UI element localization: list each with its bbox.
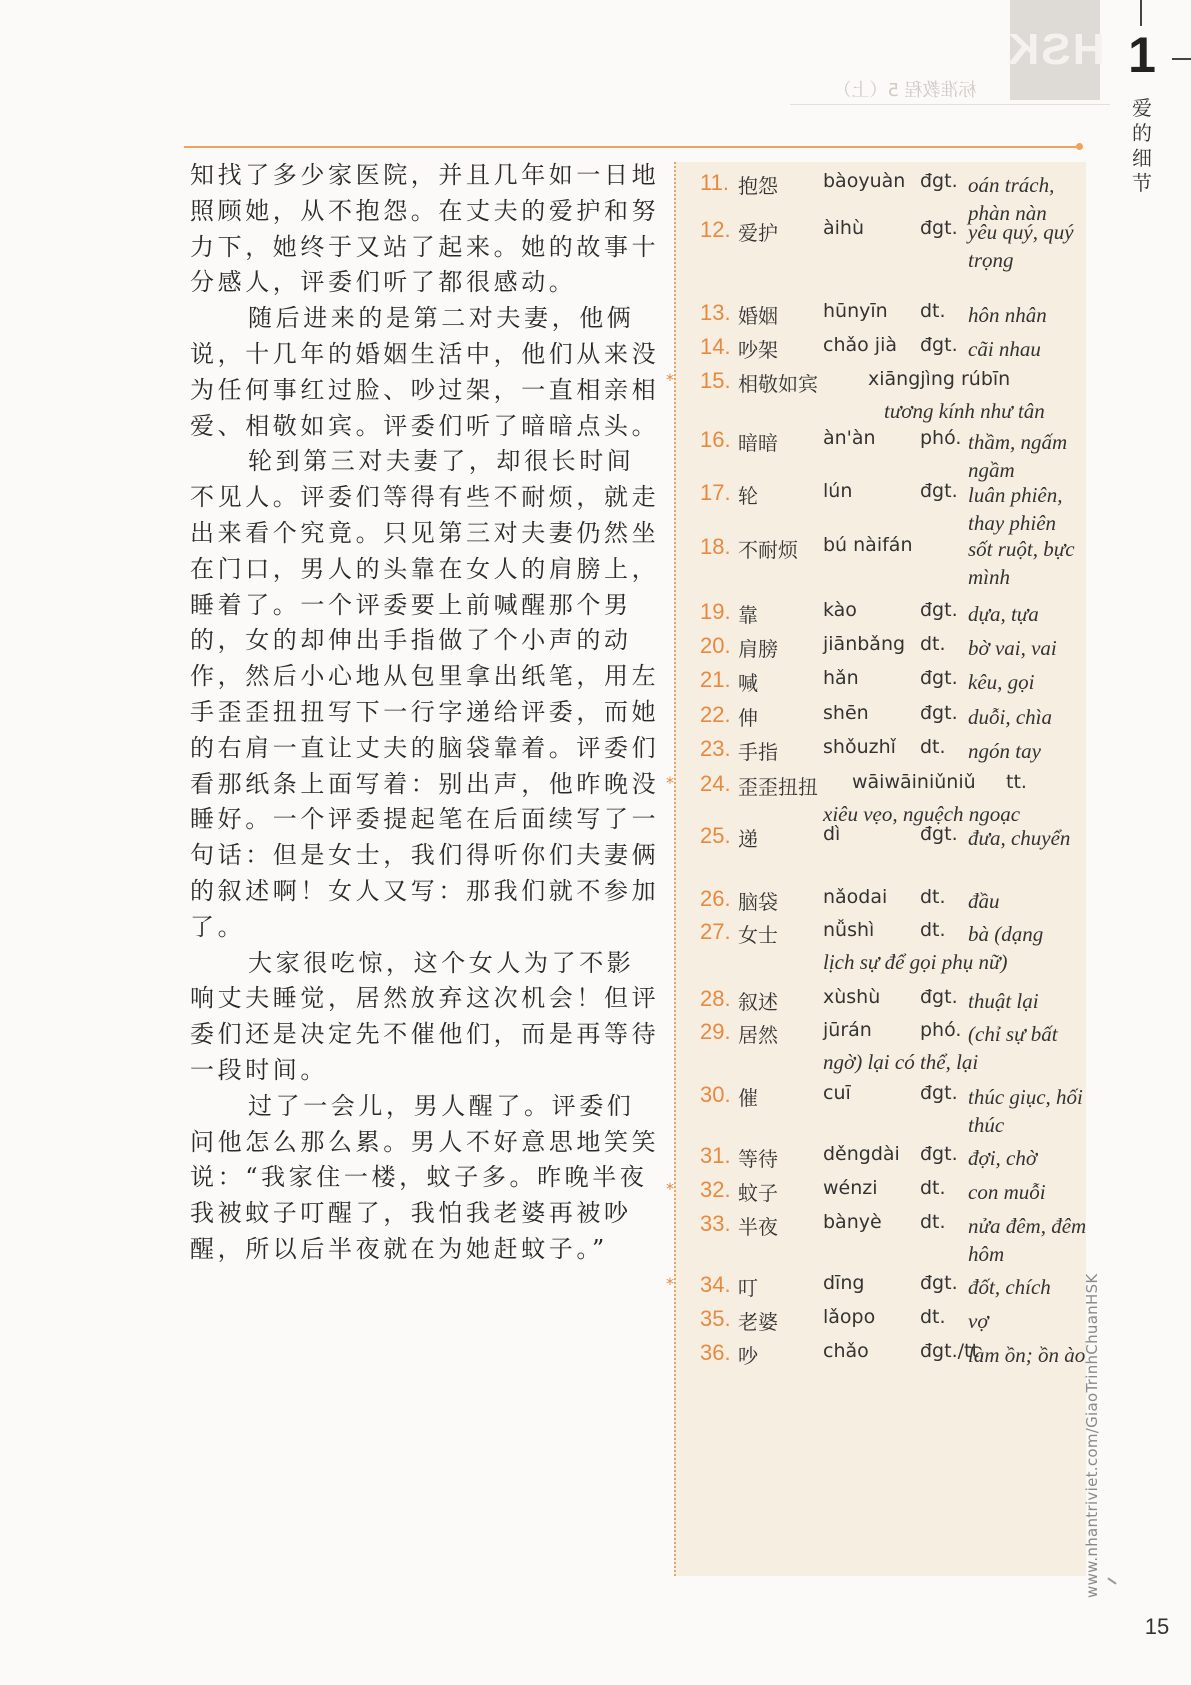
vocab-part-of-speech: đgt. [920,823,958,845]
vocab-star-icon: * [666,1274,674,1293]
vocab-word: 催 [738,1086,758,1110]
vocab-number: 34. [700,1272,731,1297]
vocab-word: 伸 [738,706,758,730]
vocab-entry [674,919,1086,979]
vocab-pinyin: shēn [823,702,869,724]
vocab-meaning: thầm, ngấm ngầm [968,430,1068,482]
vocab-pinyin: àn'àn [823,427,876,449]
vocab-pinyin: nǚshì [823,919,875,941]
vocab-part-of-speech: dt. [920,919,946,941]
vocab-pinyin: jiānbǎng [823,633,906,655]
vocab-number: 36. [700,1340,731,1365]
vocab-number: 35. [700,1306,731,1331]
vocab-word: 肩膀 [738,637,778,661]
vocab-part-of-speech: phó. [920,1019,962,1041]
vocab-word: 相敬如宾 [738,372,818,396]
website-watermark: www.nhantriviet.com/GiaoTrinhChuanHSK [1083,1273,1101,1598]
vocab-part-of-speech: dt. [920,633,946,655]
vocab-pinyin: dīng [823,1272,865,1294]
vocab-word: 蚊子 [738,1181,778,1205]
vocab-word: 暗暗 [738,431,778,455]
vocab-meaning: nửa đêm, đêm hôm [968,1214,1087,1266]
vocab-number: 21. [700,667,731,692]
story-paragraph: 大家很吃惊，这个女人为了不影响丈夫睡觉，居然放弃这次机会！但评委们还是决定先不催他们，而是再等待一段时间。 [190,948,660,1084]
vocab-pinyin: lǎopo [823,1306,876,1328]
vocab-pinyin: wāiwāiniǔniǔ [852,771,976,793]
vocab-part-of-speech: dt. [920,1177,946,1199]
vocabulary-panel [666,162,1087,1576]
vocab-meaning: cãi nhau [968,337,1041,361]
vocab-part-of-speech: đgt. [920,170,958,192]
vocab-meaning: bà (dạng [968,922,1044,946]
vocab-pinyin: chǎo [823,1340,869,1362]
vocab-entry [674,427,1086,487]
vocab-pinyin: děngdài [823,1143,900,1165]
lesson-title: 爱的细节 [1132,96,1152,195]
vocab-meaning: đầu [968,889,1000,913]
vocab-meaning: kêu, gọi [968,670,1035,694]
vocab-meaning: (chỉ sự bất [968,1022,1058,1046]
vocab-meaning: thuật lại [968,989,1039,1013]
vocab-word: 脑袋 [738,890,778,914]
vocab-word: 喊 [738,671,758,695]
vocab-meaning: ngón tay [968,739,1041,763]
vocab-meaning: thúc giục, hối thúc [968,1085,1083,1137]
vocab-meaning: con muỗi [968,1180,1046,1204]
vocab-word: 轮 [738,484,758,508]
vocab-meaning: dựa, tựa [968,602,1039,626]
vocab-meaning: sốt ruột, bực mình [968,537,1075,589]
vocab-number: 17. [700,480,731,505]
vocab-number: 31. [700,1143,731,1168]
vocab-number: 16. [700,427,731,452]
vocab-part-of-speech: dt. [920,1306,946,1328]
vocab-pinyin: bàoyuàn [823,170,906,192]
vocab-pinyin: bànyè [823,1211,882,1233]
vocab-word: 歪歪扭扭 [738,775,818,799]
vocab-number: 19. [700,599,731,624]
vocab-number: 32. [700,1177,731,1202]
vocab-pinyin: cuī [823,1082,851,1104]
vocab-entry [674,1211,1086,1271]
vocab-part-of-speech: đgt. [920,1082,958,1104]
vocab-part-of-speech: dt. [920,886,946,908]
vocab-entry [674,1019,1086,1079]
corner-mark [1107,1577,1116,1584]
vocab-pinyin: xiāngjìng rúbīn [868,368,1011,390]
vocab-pinyin: lún [823,480,853,502]
vocab-number: 28. [700,986,731,1011]
vocab-part-of-speech: đgt. [920,1272,958,1294]
vocab-entry [674,823,1086,883]
vocab-number: 13. [700,300,731,325]
vocab-entry [674,217,1086,277]
vocab-meaning: đưa, chuyển [968,826,1071,850]
lesson-marker-bar [1140,0,1142,26]
vocab-word: 手指 [738,740,778,764]
vocab-meaning: hôn nhân [968,303,1047,327]
vocab-word: 叮 [738,1276,758,1300]
vocab-word: 居然 [738,1023,778,1047]
vocab-pinyin: jūrán [823,1019,872,1041]
vocab-word: 爱护 [738,221,778,245]
vocab-part-of-speech: dt. [920,1211,946,1233]
vocab-number: 29. [700,1019,731,1044]
vocab-pinyin: bú nàifán [823,534,913,556]
vocab-meaning-continued: tương kính như tân [884,399,1045,423]
vocab-meaning: luân phiên, thay phiên [968,483,1063,535]
vocab-word: 老婆 [738,1310,778,1334]
vocab-meaning: oán trách, phàn nàn [968,173,1055,225]
story-paragraph: 知找了多少家医院，并且几年如一日地照顾她，从不抱怨。在丈夫的爱护和努力下，她终于又站了起来。她的故事十分感人，评委们听了都很感动。 [190,161,660,297]
vocab-number: 18. [700,534,731,559]
vocab-part-of-speech: dt. [920,300,946,322]
vocab-number: 30. [700,1082,731,1107]
vocab-entry [666,771,1086,831]
vocab-entry [674,534,1086,594]
story-paragraph: 随后进来的是第二对夫妻，他俩说，十几年的婚姻生活中，他们从来没为任何事红过脸、吵过架，一直相亲相爱、相敬如宾。评委们听了暗暗点头。 [190,304,660,440]
series-tab: HSK [1010,0,1100,100]
vocab-part-of-speech: đgt. [920,667,958,689]
story-paragraph: 轮到第三对夫妻了，却很长时间不见人。评委们等得有些不耐烦，就走出来看个究竟。只见第三对夫妻仍然坐在门口，男人的头靠在女人的肩膀上，睡着了。一个评委要上前喊醒那个男的，女的却伸出手指做了个小声的动作，然后小心地从包里拿出纸笔，用左手歪歪扭扭写下一行字递给评委，而她的右肩一直让丈夫的脑袋靠着。评委们看那纸条上面写着：别出声，他昨晚没睡好。一个评委提起笔在后面续写了一句话：但是女士，我们得听你们夫妻俩的叙述啊！女人又写：那我们就不参加了。 [190,447,660,941]
vocab-number: 24. [700,771,731,796]
vocab-meaning: đợi, chờ [968,1146,1038,1170]
story-text [190,158,660,1268]
vocab-word: 吵架 [738,338,778,362]
vocab-meaning: vợ [968,1309,989,1333]
vocab-pinyin: dì [823,823,841,845]
vocab-meaning: đốt, chích [968,1275,1051,1299]
vocab-number: 15. [700,368,731,393]
vocab-pinyin: chǎo jià [823,334,897,356]
header-rule [790,104,1110,105]
vocab-meaning: duỗi, chìa [968,705,1052,729]
vocab-meaning: làm ồn; ồn ào [968,1343,1086,1367]
vocab-entry [674,480,1086,540]
vocab-part-of-speech: đgt. [920,334,958,356]
vocab-number: 20. [700,633,731,658]
vocab-star-icon: * [666,370,674,389]
vocab-part-of-speech: đgt. [920,217,958,239]
vocab-meaning: yêu quý, quý trọng [968,220,1074,272]
section-rule-dot [1076,143,1083,150]
vocab-part-of-speech: phó. [920,427,962,449]
vocabulary-panel-border [674,162,676,1576]
vocab-number: 11. [700,170,729,195]
lesson-marker-dash [1172,58,1191,60]
vocab-number: 27. [700,919,731,944]
vocab-pinyin: shǒuzhǐ [823,736,896,758]
vocab-pinyin: hūnyīn [823,300,888,322]
vocab-part-of-speech: đgt. [920,702,958,724]
vocab-word: 吵 [738,1344,758,1368]
vocab-star-icon: * [666,1179,674,1198]
vocab-word: 不耐烦 [738,538,798,562]
vocab-entry [666,368,1086,428]
vocab-number: 12. [700,217,731,242]
page-number: 15 [1144,1614,1170,1639]
vocab-meaning-continued: ngờ) lại có thể, lại [823,1050,979,1074]
book-title: 标准教程 5（上） [833,80,977,101]
vocab-number: 33. [700,1211,731,1236]
vocab-part-of-speech: tt. [1006,771,1027,793]
vocab-pinyin: àihù [823,217,865,239]
vocab-pinyin: hǎn [823,667,859,689]
vocab-word: 叙述 [738,990,778,1014]
lesson-number: 1 [1128,27,1156,83]
vocab-number: 26. [700,886,731,911]
vocab-pinyin: nǎodai [823,886,888,908]
vocab-meaning: bờ vai, vai [968,636,1057,660]
vocab-pinyin: kào [823,599,857,621]
vocab-part-of-speech: đgt./tt. [920,1340,985,1362]
vocab-number: 14. [700,334,731,359]
vocab-word: 女士 [738,923,778,947]
vocab-part-of-speech: dt. [920,736,946,758]
vocab-meaning-continued: lịch sự để gọi phụ nữ) [823,950,1008,974]
vocab-pinyin: wénzi [823,1177,878,1199]
vocab-star-icon: * [666,773,674,792]
vocab-entry [674,1082,1086,1142]
vocab-part-of-speech: đgt. [920,480,958,502]
vocab-part-of-speech: đgt. [920,599,958,621]
vocab-word: 半夜 [738,1215,778,1239]
vocab-word: 婚姻 [738,304,778,328]
section-rule [184,146,1080,148]
vocab-number: 22. [700,702,731,727]
vocab-pinyin: xùshù [823,986,881,1008]
vocab-number: 23. [700,736,731,761]
story-paragraph: 过了一会儿，男人醒了。评委们问他怎么那么累。男人不好意思地笑笑说：“我家住一楼，蚊子多。昨晚半夜我被蚊子叮醒了，我怕我老婆再被吵醒，所以后半夜就在为她赶蚊子。” [190,1091,660,1263]
vocab-part-of-speech: đgt. [920,986,958,1008]
vocab-entry [674,1340,1086,1400]
vocab-word: 递 [738,827,758,851]
vocab-word: 抱怨 [738,174,778,198]
vocab-number: 25. [700,823,731,848]
vocab-part-of-speech: đgt. [920,1143,958,1165]
vocab-word: 等待 [738,1147,778,1171]
vocab-word: 靠 [738,603,758,627]
vocab-meaning-continued: xiêu vẹo, nguệch ngoạc [823,802,1021,826]
